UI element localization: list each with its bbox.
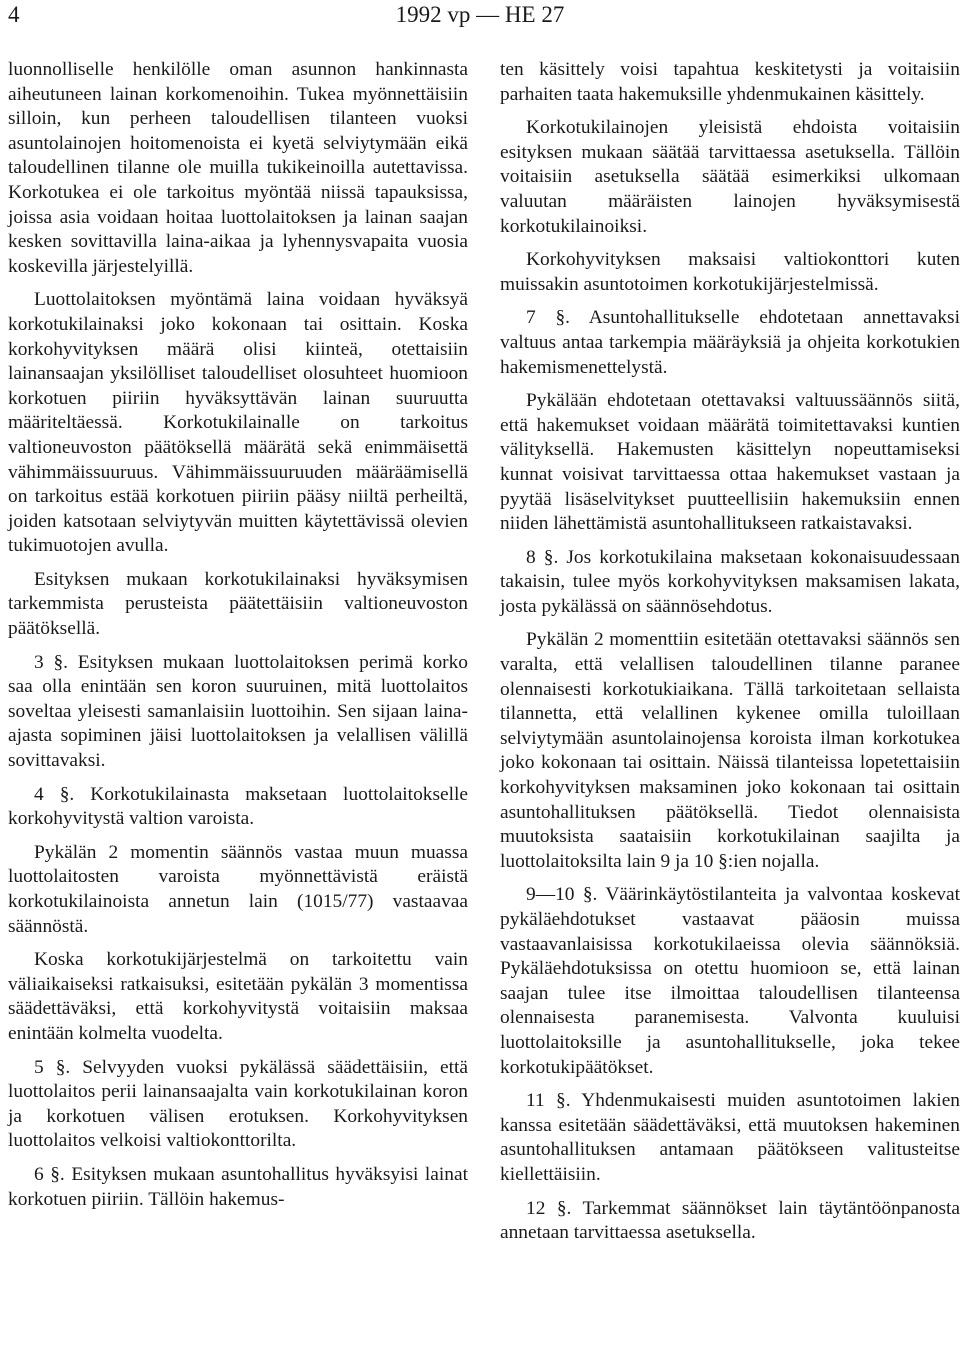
right-column — [500, 58, 960, 1255]
paragraph: 12 §. Tarkemmat säännökset lain täytäntöönpanosta annetaan tarvittaessa asetuksella. — [500, 1197, 960, 1244]
paragraph: Korkohyvityksen maksaisi valtiokonttori kuten muissakin asuntotoimen korkotukijärjestelmissä. — [500, 249, 960, 295]
page-header — [0, 0, 960, 40]
left-column — [8, 58, 468, 1221]
document-reference: 1992 vp — HE 27 — [395, 2, 565, 27]
paragraph: 8 §. Jos korkotukilaina maksetaan kokonaisuudessaan takaisin, tulee myös korkohyvityksen maksamisen lakata, josta pykälässä on säännösehdotus. — [500, 546, 960, 617]
paragraph: Korkotukilainojen yleisistä ehdoista voitaisiin esityksen mukaan säätää tarvittaessa asetuksella. Tällöin voitaisiin asetuksella säätää esimerkiksi ulkomaan valuutan määräisten lainojen hyväksymisestä korkotukilainoiksi. — [500, 117, 960, 237]
paragraph: 6 §. Esityksen mukaan asuntohallitus hyväksyisi lainat korkotuen piiriin. Tällöin hakemus- — [8, 1163, 468, 1210]
paragraph: 4 §. Korkotukilainasta maksetaan luottolaitokselle korkohyvitystä valtion varoista. — [8, 783, 468, 830]
paragraph: luonnolliselle henkilölle oman asunnon hankinnasta aiheutuneen lainan korkomenoihin. Tukea myönnettäisiin silloin, kun perheen taloudellisen tilanteen vuoksi asuntolainojen hoitomenoista ei kyetä selviytymään eikä taloudellinen tilanne ole muilla tukikeinoilla autettavissa. Korkotukea ei ole tarkoitus myöntää niissä tapauksissa, joissa asia voidaan hoitaa luottolaitoksen ja lainan saajan kesken sovittavilla laina-aikaa ja lyhennysvapaita vuosia koskevilla järjestelyillä. — [8, 59, 468, 277]
paragraph: Esityksen mukaan korkotukilainaksi hyväksymisen tarkemmista perusteista päätettäisiin valtioneuvoston päätöksellä. — [8, 568, 468, 640]
paragraph: 7 §. Asuntohallitukselle ehdotetaan annettavaksi valtuus antaa tarkempia määräyksiä ja ohjeita korkotukien hakemismenettelystä. — [500, 307, 960, 378]
paragraph: Pykälään ehdotetaan otettavaksi valtuussäännös siitä, että hakemukset voidaan määrätä toimitettavaksi kuntien välityksellä. Hakemusten käsittelyn nopeuttamiseksi kunnat voisivat tarvittaessa ottaa hakemukset vastaan ja pyytää lisäselvitykset puutteellisiin hakemuksiin ennen niiden lähettämistä asuntohallitukseen ratkaistavaksi. — [500, 390, 960, 535]
paragraph: Pykälän 2 momentin säännös vastaa muun muassa luottolaitosten varoista myönnettävistä eräistä korkotukilainoista annetun lain (1015/77) vastaavaa säännöstä. — [8, 841, 468, 937]
page-number: 4 — [8, 2, 20, 27]
paragraph: Pykälän 2 momenttiin esitetään otettavaksi säännös sen varalta, että velallisen taloudellinen tilanne paranee olennaisesti korkotukiaikana. Tällä tarkoitetaan sellaista tilannetta, että velallinen kykenee omilla tuloillaan selviytymään asuntolainojensa koroista ilman korkotukea joko kokonaan tai osittain. Näissä tilanteissa lopetettaisiin korkohyvityksen maksaminen joko kokonaan tai osittain asuntohallituksen päätöksellä. Tiedot olennaisista muutoksista saataisiin korkotukilainan saajilta ja luottolaitoksilta lain 9 ja 10 §:ien nojalla. — [500, 629, 960, 872]
paragraph: ten käsittely voisi tapahtua keskitetysti ja voitaisiin parhaiten taata hakemuksille yhdenmukainen käsittely. — [500, 59, 960, 105]
paragraph: Luottolaitoksen myöntämä laina voidaan hyväksyä korkotukilainaksi joko kokonaan tai osittain. Koska korkohyvityksen määrä olisi kiinteä, otettaisiin lainansaajan yksilölliset taloudelliset olosuhteet huomioon korkotuen piiriin hyväksyttävän lainan suuruutta määriteltäessä. Korkotukilainalle on tarkoitus valtioneuvoston päätöksellä määrätä sekä enimmäisettä vähimmäissuuruus. Vähimmäissuuruuden määräämisellä on tarkoitus estää korkotuen piiriin pääsy niiltä perheiltä, joiden katsotaan selviytyvän muitten käytettävissä olevien tukimuotojen avulla. — [8, 289, 468, 557]
paragraph: 9—10 §. Väärinkäytöstilanteita ja valvontaa koskevat pykäläehdotukset vastaavat pääosin muissa vastaavanlaisissa korkotukilaeissa olevia säännöksiä. Pykäläehdotuksissa on otettu huomioon se, että lainan saajan tulee itse ilmoittaa taloudellisen tilanteensa olennaisesta paranemisesta. Valvonta kuuluisi luottolaitoksille ja asuntohallitukselle, joka tekee korkotukipäätökset. — [500, 884, 960, 1078]
paragraph: 5 §. Selvyyden vuoksi pykälässä säädettäisiin, että luottolaitos perii lainansaajalta vain korkotukilainan koron ja korkotuen välisen erotuksen. Korkohyvityksen luottolaitos velkoisi valtiokonttorilta. — [8, 1056, 468, 1152]
paragraph: Koska korkotukijärjestelmä on tarkoitettu vain väliaikaiseksi ratkaisuksi, esitetään pykälän 3 momentissa säädettäväksi, että korkohyvitystä voitaisiin maksaa enintään kolmelta vuodelta. — [8, 949, 468, 1044]
paragraph: 11 §. Yhdenmukaisesti muiden asuntotoimen lakien kanssa esitetään säädettäväksi, että muutoksen hakeminen asuntohallituksen antamaan päätökseen valitusteitse kiellettäisiin. — [500, 1090, 960, 1185]
paragraph: 3 §. Esityksen mukaan luottolaitoksen perimä korko saa olla enintään sen koron suuruinen, mitä luottolaitos soveltaa yleisesti samanlaisiin luottoihin. Sen sijaan laina-ajasta sopiminen jäisi luottolaitoksen ja velallisen välillä sovittavaksi. — [8, 651, 468, 772]
